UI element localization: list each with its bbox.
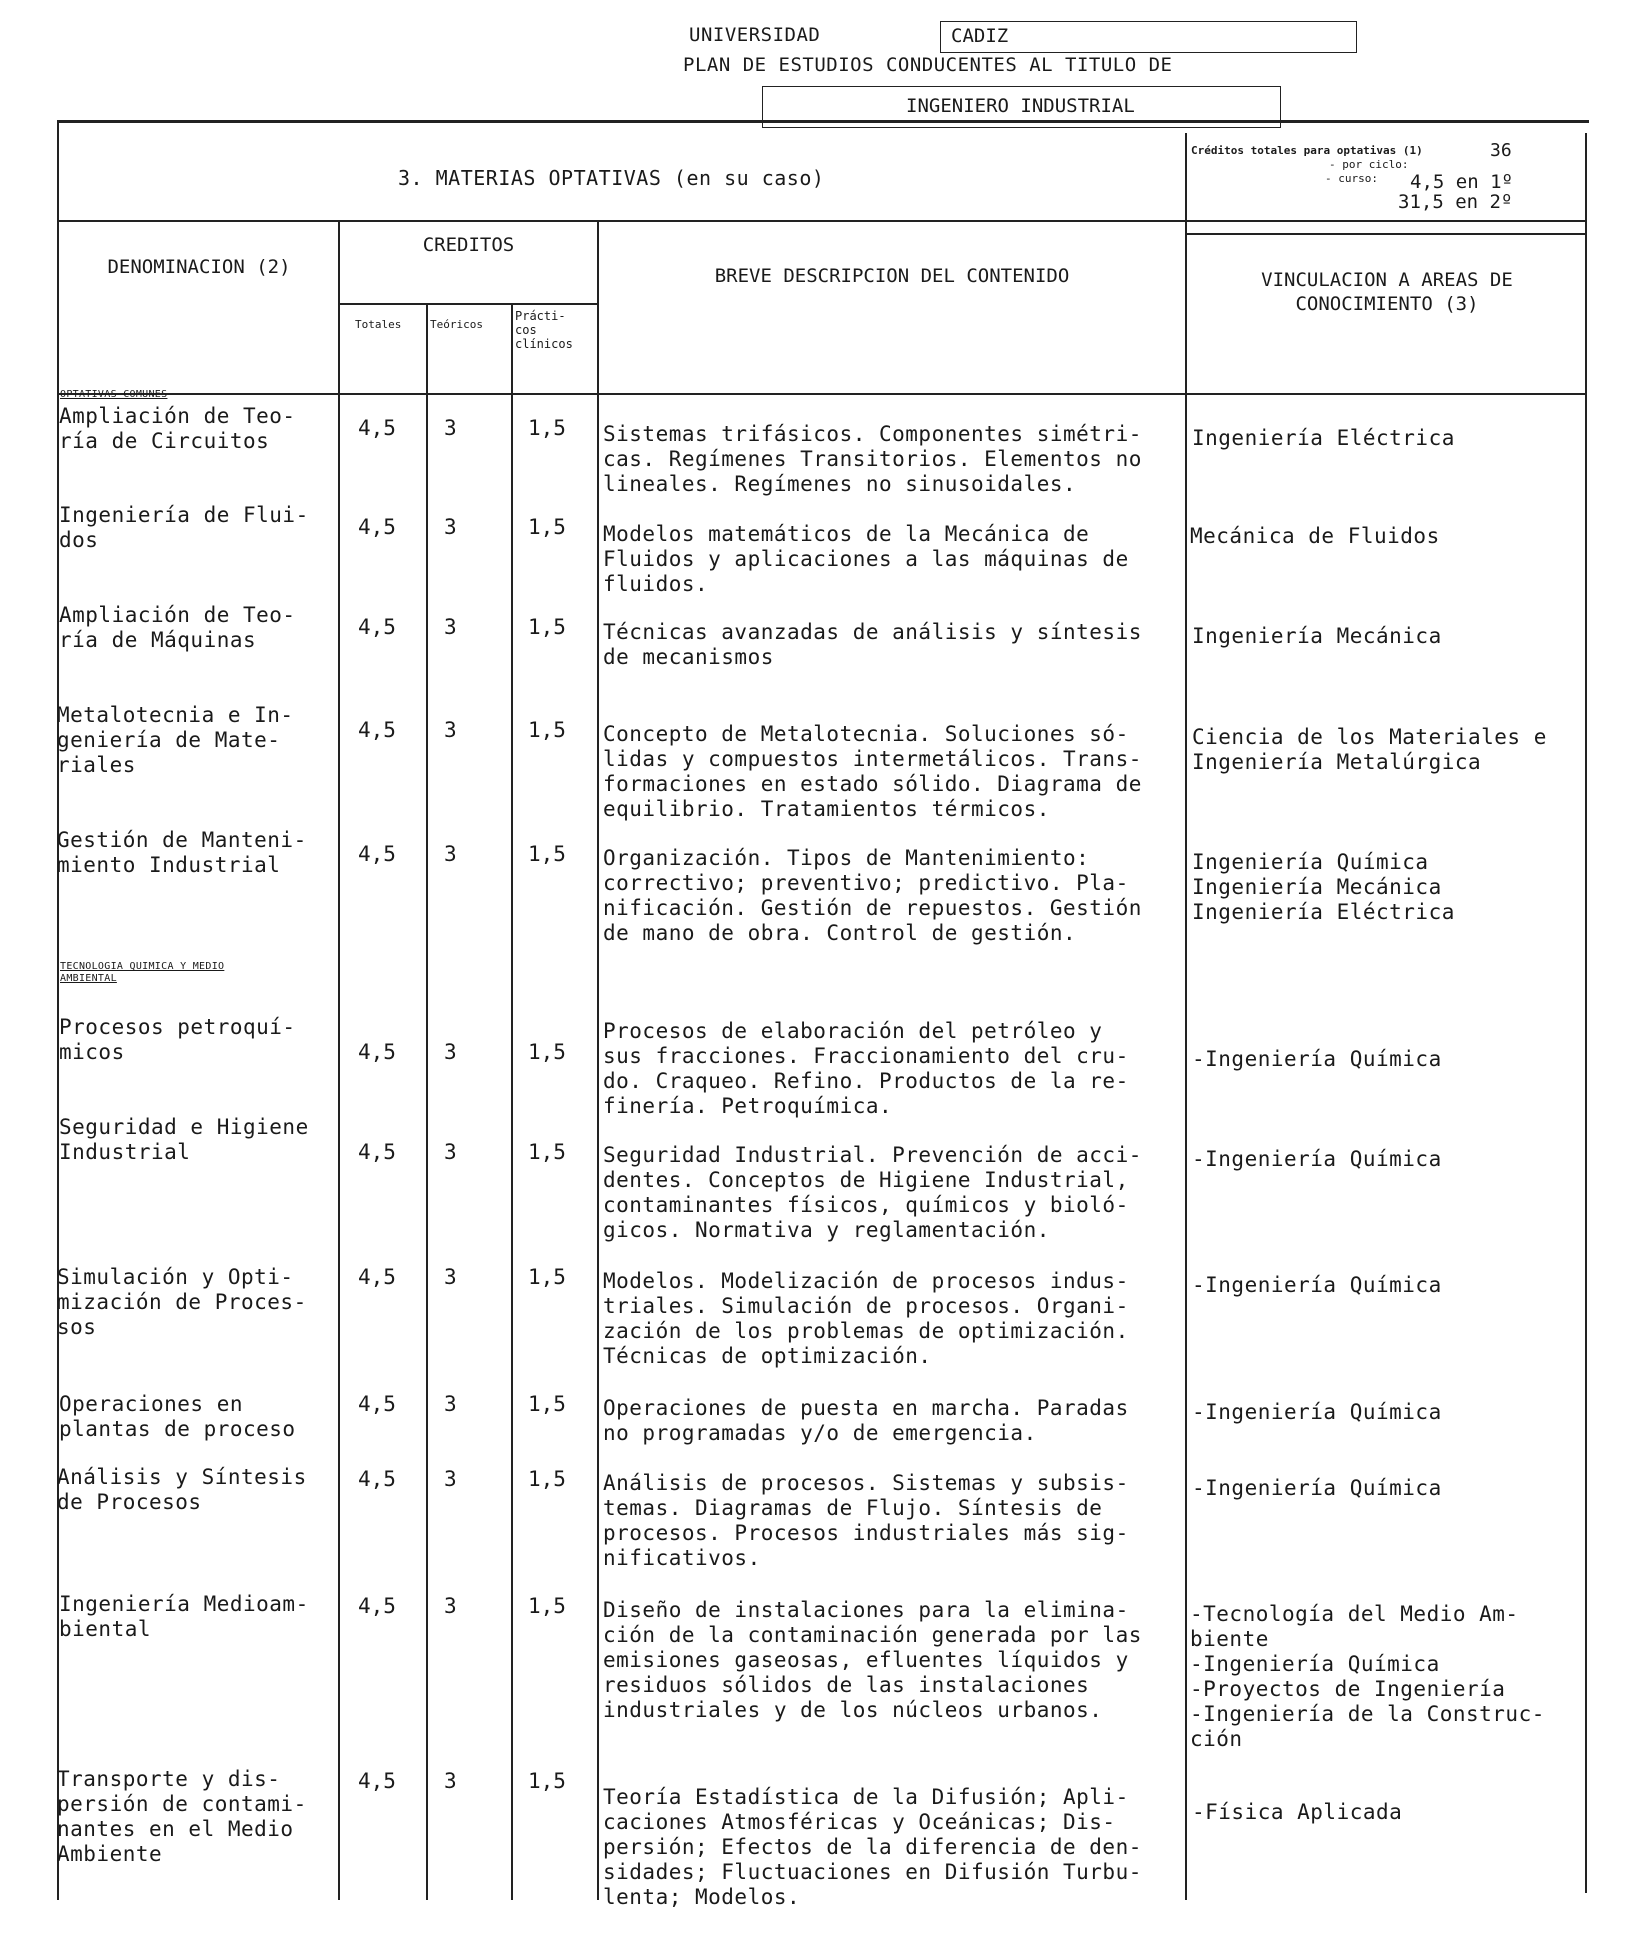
row-practicos: 1,5 xyxy=(528,615,566,639)
col-denominacion: DENOMINACION (2) xyxy=(107,256,291,278)
table-right-border xyxy=(1585,133,1587,1893)
teoricos-column-border xyxy=(511,303,513,1900)
row-teoricos: 3 xyxy=(444,1467,457,1491)
col-descripcion: BREVE DESCRIPCION DEL CONTENIDO xyxy=(714,265,1070,287)
university-label: UNIVERSIDAD xyxy=(689,24,821,46)
col-creditos: CREDITOS xyxy=(422,234,515,256)
col-teoricos: Teóricos xyxy=(430,318,483,331)
row-totales: 4,5 xyxy=(358,515,396,539)
row-area: -Física Aplicada xyxy=(1192,1800,1403,1824)
row-practicos: 1,5 xyxy=(528,1594,566,1618)
row-name: Operaciones en plantas de proceso xyxy=(59,1392,296,1441)
row-practicos: 1,5 xyxy=(528,718,566,742)
row-teoricos: 3 xyxy=(444,842,457,866)
row-description: Análisis de procesos. Sistemas y subsis- temas. Diagramas de Flujo. Síntesis de procesos. Procesos industriales más sig- nificativos. xyxy=(603,1471,1129,1570)
row-description: Procesos de elaboración del petróleo y sus fracciones. Fraccionamiento del cru- do. Craqueo. Refino. Productos de la re- finería. Petroquímica. xyxy=(603,1019,1129,1118)
row-name: Ampliación de Teo- ría de Circuitos xyxy=(59,404,296,453)
row-practicos: 1,5 xyxy=(528,1040,566,1064)
row-description: Seguridad Industrial. Prevención de acci- dentes. Conceptos de Higiene Industrial, contaminantes físicos, químicos y bioló- gicos. Normativa y reglamentación. xyxy=(603,1143,1142,1242)
university-value-box xyxy=(940,21,1357,53)
row-description: Concepto de Metalotecnia. Soluciones só- lidas y compuestos intermetálicos. Trans- formaciones en estado sólido. Diagrama de equilibrio. Tratamientos térmicos. xyxy=(603,722,1142,821)
row-practicos: 1,5 xyxy=(528,1265,566,1289)
row-description: Sistemas trifásicos. Componentes simétri- cas. Regímenes Transitorios. Elementos no lineales. Regímenes no sinusoidales. xyxy=(603,422,1142,496)
group-label-comunes: OPTATIVAS COMUNES xyxy=(60,389,168,400)
desc-column-border xyxy=(597,220,599,1900)
col-practicos: Prácti- cos clínicos xyxy=(515,309,573,351)
row-totales: 4,5 xyxy=(358,615,396,639)
row-teoricos: 3 xyxy=(444,515,457,539)
row-name: Gestión de Manteni- miento Industrial xyxy=(57,828,307,877)
row-name: Ingeniería Medioam- biental xyxy=(59,1592,309,1641)
row-area: -Ingeniería Química xyxy=(1192,1400,1442,1424)
table-top-border xyxy=(57,120,1589,123)
row-teoricos: 3 xyxy=(444,1265,457,1289)
name-column-border xyxy=(338,220,340,1900)
row-totales: 4,5 xyxy=(358,1392,396,1416)
plan-label: PLAN DE ESTUDIOS CONDUCENTES AL TITULO DE xyxy=(683,54,1173,76)
row-teoricos: 3 xyxy=(444,1769,457,1793)
row-practicos: 1,5 xyxy=(528,1769,566,1793)
row-teoricos: 3 xyxy=(444,718,457,742)
row-teoricos: 3 xyxy=(444,416,457,440)
row-name: Ampliación de Teo- ría de Máquinas xyxy=(59,603,296,652)
row-practicos: 1,5 xyxy=(528,842,566,866)
header-bottom-border xyxy=(57,393,1587,395)
row-practicos: 1,5 xyxy=(528,515,566,539)
credits-total-value: 36 xyxy=(1490,140,1512,161)
row-teoricos: 3 xyxy=(444,1040,457,1064)
row-practicos: 1,5 xyxy=(528,1140,566,1164)
area-column-border xyxy=(1185,133,1187,1900)
row-area: -Ingeniería Química xyxy=(1192,1047,1442,1071)
row-totales: 4,5 xyxy=(358,842,396,866)
credits-box-divider xyxy=(1185,233,1587,235)
row-name: Simulación y Opti- mización de Proces- sos xyxy=(57,1265,307,1339)
row-description: Teoría Estadística de la Difusión; Apli- caciones Atmosféricas y Oceánicas; Dis- persión; Efectos de la diferencia de den- sidades; Fluctuaciones en Difusión Turbu- lenta; Modelos. xyxy=(603,1785,1142,1909)
row-name: Ingeniería de Flui- dos xyxy=(59,503,309,552)
row-totales: 4,5 xyxy=(358,416,396,440)
row-area: Ingeniería Eléctrica xyxy=(1192,426,1455,450)
row-area: -Ingeniería Química xyxy=(1192,1147,1442,1171)
totales-column-border xyxy=(426,303,428,1900)
row-teoricos: 3 xyxy=(444,1140,457,1164)
row-area: -Ingeniería Química xyxy=(1192,1273,1442,1297)
credits-total-label: Créditos totales para optativas (1) xyxy=(1191,144,1423,157)
row-area: Ciencia de los Materiales e Ingeniería Metalúrgica xyxy=(1192,725,1547,774)
row-totales: 4,5 xyxy=(358,1594,396,1618)
row-practicos: 1,5 xyxy=(528,1467,566,1491)
row-name: Análisis y Síntesis de Procesos xyxy=(57,1465,307,1514)
row-name: Transporte y dis- persión de contami- nantes en el Medio Ambiente xyxy=(57,1767,307,1866)
section-divider xyxy=(57,220,1587,222)
course2-credits: 31,5 en 2º xyxy=(1398,191,1513,213)
row-area: Mecánica de Fluidos xyxy=(1190,524,1440,548)
row-description: Modelos. Modelización de procesos indus- triales. Simulación de procesos. Organi- zación de los problemas de optimización. Técnicas de optimización. xyxy=(603,1269,1129,1368)
row-totales: 4,5 xyxy=(358,1040,396,1064)
row-totales: 4,5 xyxy=(358,1140,396,1164)
row-description: Modelos matemáticos de la Mecánica de Fluidos y aplicaciones a las máquinas de fluidos. xyxy=(603,522,1129,596)
degree-value: INGENIERO INDUSTRIAL xyxy=(906,95,1135,117)
row-name: Procesos petroquí- micos xyxy=(59,1015,296,1064)
row-area: -Ingeniería Química xyxy=(1192,1476,1442,1500)
row-teoricos: 3 xyxy=(444,1594,457,1618)
row-description: Operaciones de puesta en marcha. Paradas no programadas y/o de emergencia. xyxy=(603,1396,1129,1445)
row-area: Ingeniería Química Ingeniería Mecánica Ingeniería Eléctrica xyxy=(1192,850,1455,924)
row-area: Ingeniería Mecánica xyxy=(1192,624,1442,648)
university-value: CADIZ xyxy=(951,25,1009,47)
row-totales: 4,5 xyxy=(358,1265,396,1289)
row-practicos: 1,5 xyxy=(528,416,566,440)
credits-subheader-divider xyxy=(338,303,597,305)
row-teoricos: 3 xyxy=(444,615,457,639)
row-totales: 4,5 xyxy=(358,1769,396,1793)
per-course-label: - curso: xyxy=(1325,172,1378,185)
row-area: -Tecnología del Medio Am- biente -Ingeniería Química -Proyectos de Ingeniería -Ingeniería de la Construc- ción xyxy=(1190,1602,1545,1751)
course1-credits: 4,5 en 1º xyxy=(1410,171,1513,193)
row-name: Metalotecnia e In- geniería de Mate- riales xyxy=(57,703,294,777)
row-name: Seguridad e Higiene Industrial xyxy=(59,1115,309,1164)
col-totales: Totales xyxy=(355,318,402,331)
row-description: Diseño de instalaciones para la elimina- ción de la contaminación generada por las emisiones gaseosas, efluentes líquidos y residuos sólidos de las instalaciones industriales y de los núcleos urbanos. xyxy=(603,1598,1142,1722)
row-practicos: 1,5 xyxy=(528,1392,566,1416)
col-vinculacion: VINCULACION A AREAS DE CONOCIMIENTO (3) xyxy=(1261,269,1513,315)
per-cycle-label: - por ciclo: xyxy=(1329,158,1409,171)
row-totales: 4,5 xyxy=(358,718,396,742)
row-description: Organización. Tipos de Mantenimiento: correctivo; preventivo; predictivo. Pla- nificación. Gestión de repuestos. Gestión de mano de obra. Control de gestión. xyxy=(603,846,1142,945)
row-teoricos: 3 xyxy=(444,1392,457,1416)
row-totales: 4,5 xyxy=(358,1467,396,1491)
section-title: 3. MATERIAS OPTATIVAS (en su caso) xyxy=(398,166,825,190)
row-description: Técnicas avanzadas de análisis y síntesis de mecanismos xyxy=(603,620,1142,669)
group-label-tecnologia: TECNOLOGIA QUIMICA Y MEDIO AMBIENTAL xyxy=(60,961,225,984)
